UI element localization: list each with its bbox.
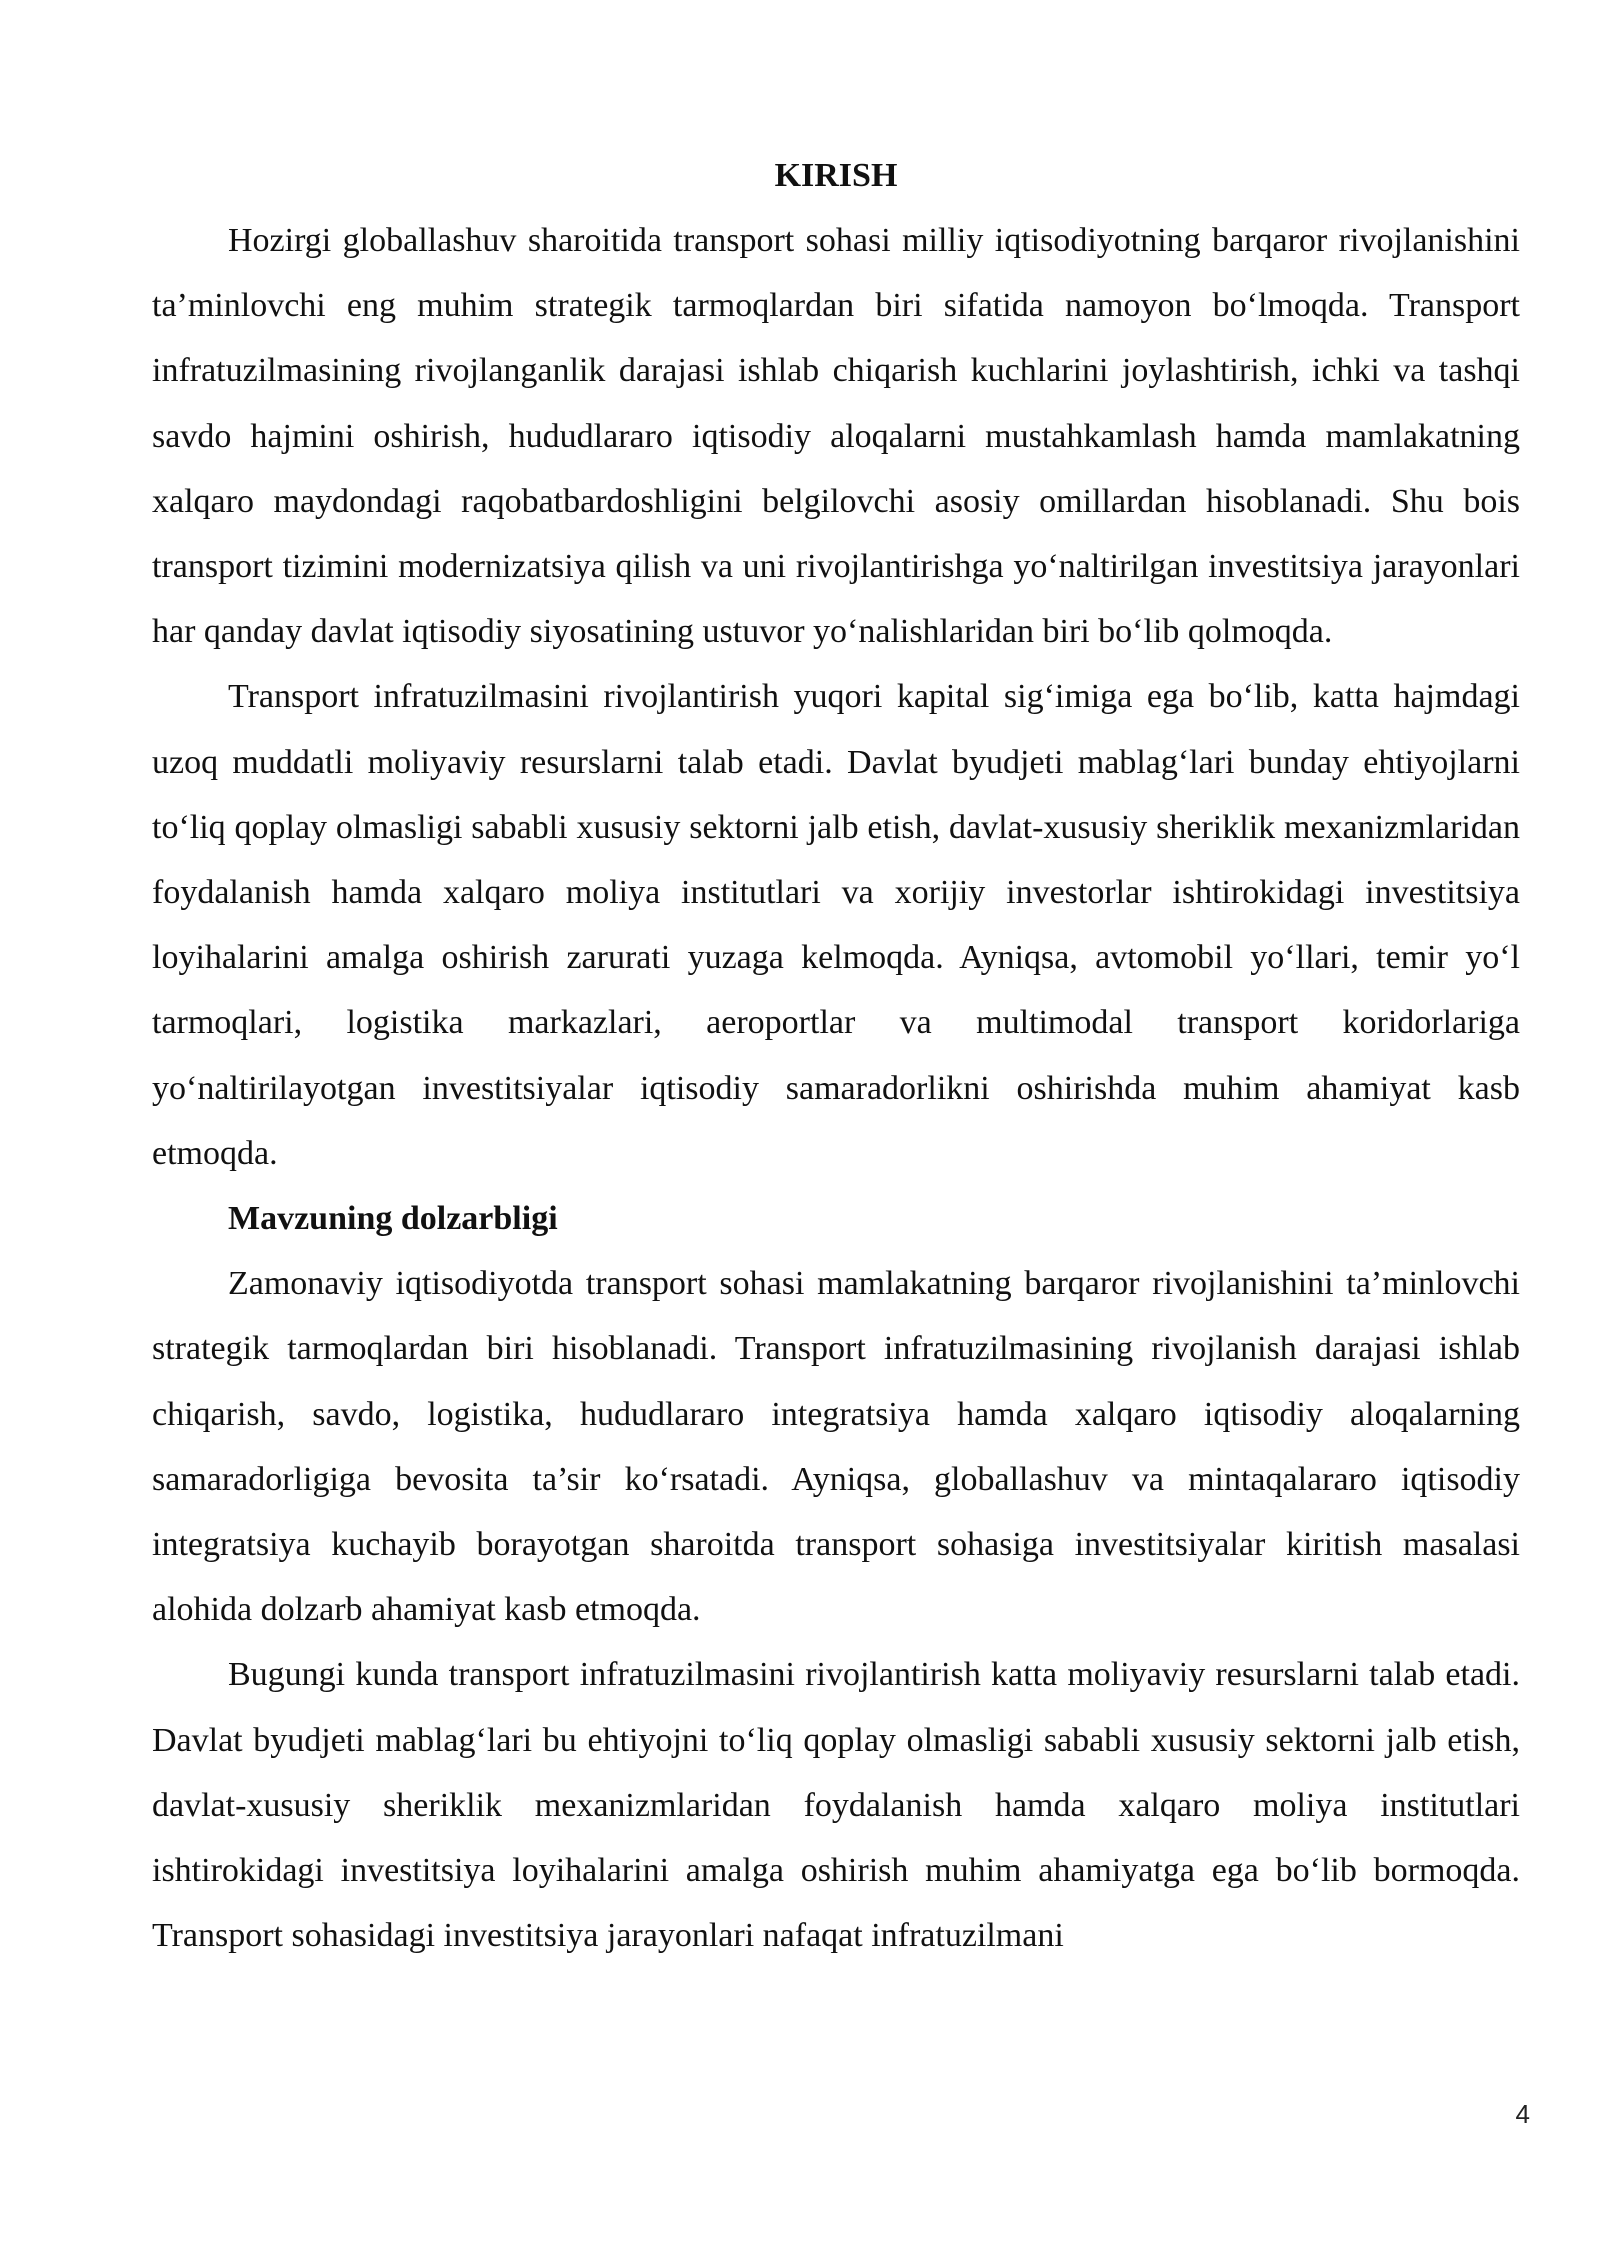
section-paragraph-1: Zamonaviy iqtisodiyotda transport sohasi mamlakatning barqaror rivojlanishini ta’minlovchi strategik tarmoqlardan biri hisoblanadi. Transport infratuzilmasining rivojlanish darajasi ishlab chiqarish, savdo, logistika, hududlararo integratsiya hamda xalqaro iqtisodiy aloqalarning samaradorligiga bevosita ta’sir ko‘rsatadi. Ayniqsa, globallashuv va mintaqalararo iqtisodiy integratsiya kuchayib borayotgan sharoitda transport sohasiga investitsiyalar kiritish masalasi alohida dolzarb ahamiyat kasb etmoqda. [152,1265,1520,1629]
document-page [152,150,1520,1968]
intro-paragraph-2: Transport infratuzilmasini rivojlantirish yuqori kapital sig‘imiga ega bo‘lib, katta hajmdagi uzoq muddatli moliyaviy resurslarni talab etadi. Davlat byudjeti mablag‘lari bunday ehtiyojlarni to‘liq qoplay olmasligi sababli xususiy sektorni jalb etish, davlat-xususiy sheriklik mexanizmlaridan foydalanish hamda xalqaro moliya institutlari va xorijiy investorlar ishtirokidagi investitsiya loyihalarini amalga oshirish zarurati yuzaga kelmoqda. Ayniqsa, avtomobil yo‘llari, temir yo‘l tarmoqlari, logistika markazlari, aeroportlar va multimodal transport koridorlariga yo‘naltirilayotgan investitsiyalar iqtisodiy samaradorlikni oshirishda muhim ahamiyat kasb etmoqda. [152,678,1520,1172]
section-heading: Mavzuning dolzarbligi [228,1200,558,1238]
page-title: KIRISH [774,157,898,194]
page-number: 4 [1515,2099,1530,2129]
section-paragraph-2: Bugungi kunda transport infratuzilmasini rivojlantirish katta moliyaviy resurslarni talab etadi. Davlat byudjeti mablag‘lari bu ehtiyojni to‘liq qoplay olmasligi sababli xususiy sektorni jalb etish, davlat-xususiy sheriklik mexanizmlaridan foydalanish hamda xalqaro moliya institutlari ishtirokidagi investitsiya loyihalarini amalga oshirish muhim ahamiyatga ega bo‘lib bormoqda. Transport sohasidagi investitsiya jarayonlari nafaqat infratuzilmani [152,1656,1520,1955]
intro-paragraph-1: Hozirgi globallashuv sharoitida transport sohasi milliy iqtisodiyotning barqaror rivojlanishini ta’minlovchi eng muhim strategik tarmoqlardan biri sifatida namoyon bo‘lmoqda. Transport infratuzilmasining rivojlanganlik darajasi ishlab chiqarish kuchlarini joylashtirish, ichki va tashqi savdo hajmini oshirish, hududlararo iqtisodiy aloqalarni mustahkamlash hamda mamlakatning xalqaro maydondagi raqobatbardoshligini belgilovchi asosiy omillardan hisoblanadi. Shu bois transport tizimini modernizatsiya qilish va uni rivojlantirishga yo‘naltirilgan investitsiya jarayonlari har qanday davlat iqtisodiy siyosatining ustuvor yo‘nalishlaridan biri bo‘lib qolmoqda. [152,222,1520,651]
